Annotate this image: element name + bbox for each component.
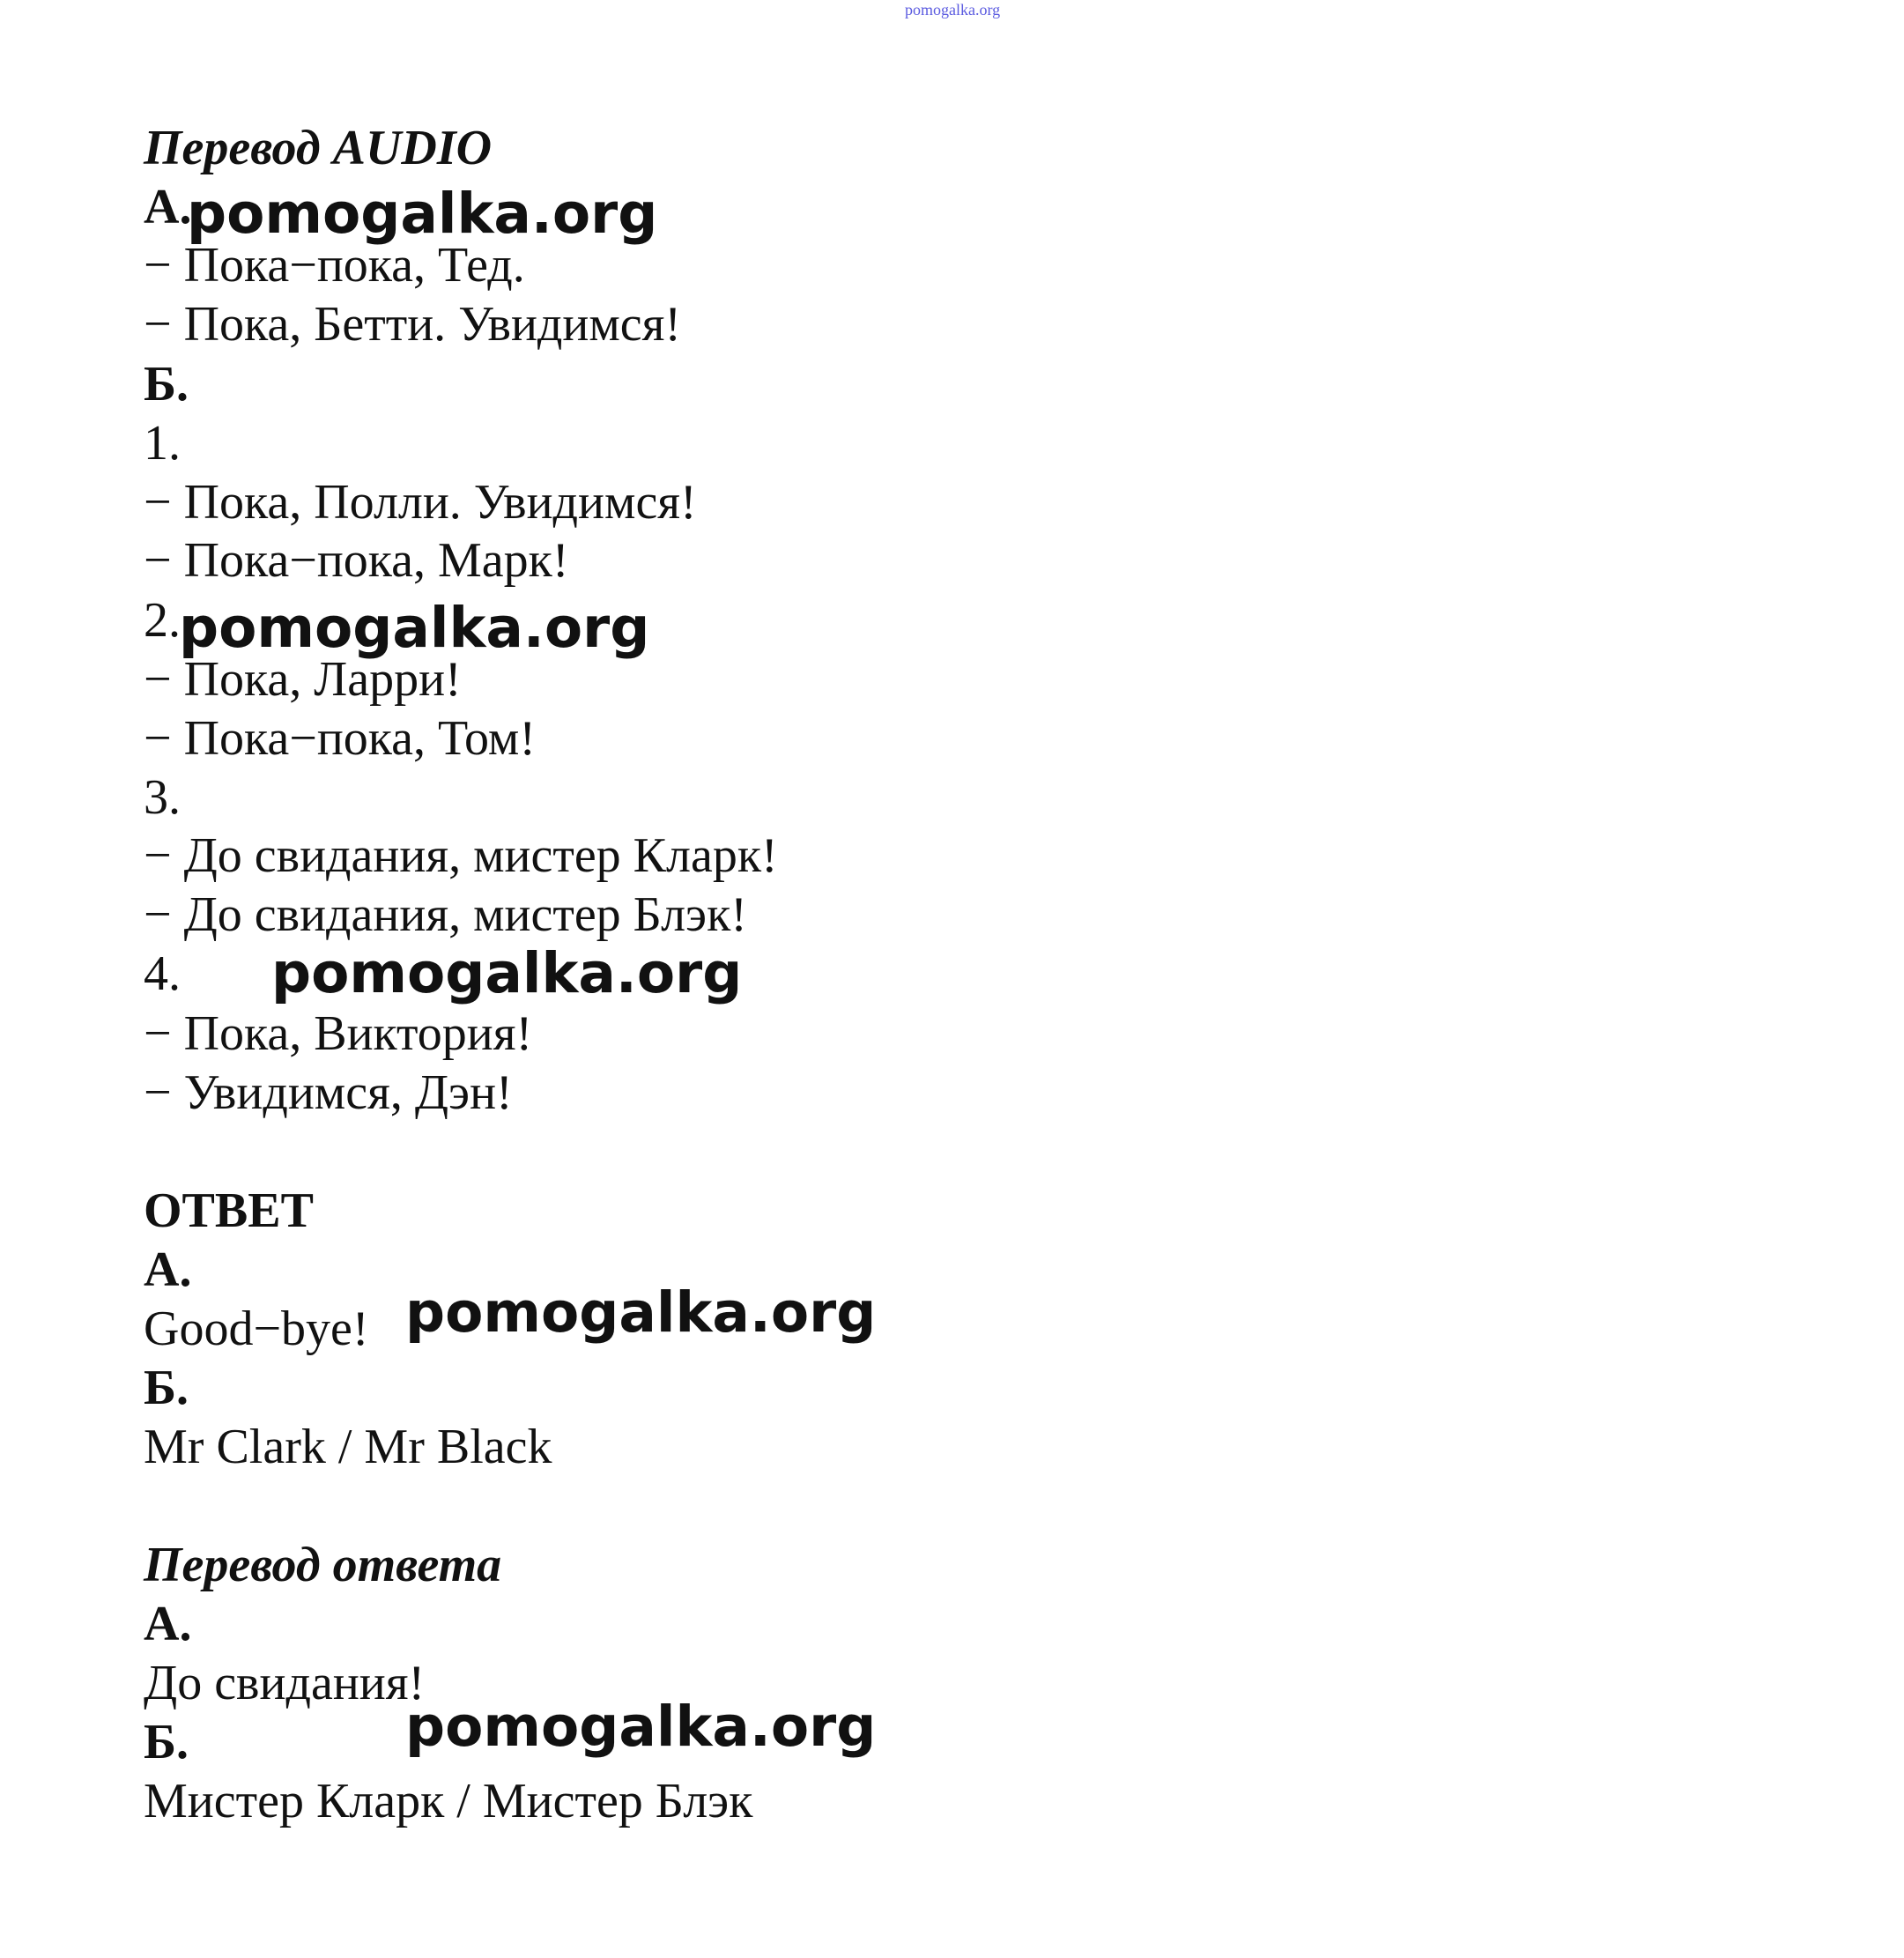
answer-translation-section-a-label: А. [144, 1597, 192, 1651]
dialog-line: − Увидимся, Дэн! [144, 1065, 513, 1120]
answer-translation-title: Перевод ответа [144, 1538, 502, 1592]
watermark-logo: pomogalka.org [405, 1280, 877, 1345]
dialog-line: − До свидания, мистер Кларк! [144, 828, 778, 883]
audio-translation-title: Перевод AUDIO [144, 121, 493, 175]
dialog-line: − Пока, Ларри! [144, 652, 462, 707]
dialog-line: − Пока−пока, Марк! [144, 533, 569, 588]
dialog-number: 4. [144, 946, 181, 1001]
answer-section-a-label: А. [144, 1242, 192, 1297]
dialog-line: − Пока, Виктория! [144, 1006, 533, 1061]
answer-translation-section-b-text: Мистер Кларк / Мистер Блэк [144, 1774, 753, 1828]
dialog-number: 2. [144, 593, 181, 648]
answer-translation-section-a-text: До свидания! [144, 1656, 426, 1710]
dialog-line: − Пока, Полли. Увидимся! [144, 475, 697, 530]
watermark-logo: pomogalka.org [179, 596, 650, 660]
answer-title: ОТВЕТ [144, 1183, 314, 1238]
answer-section-a-text: Good−bye! [144, 1302, 369, 1356]
watermark-logo: pomogalka.org [187, 182, 658, 246]
dialog-line: − До свидания, мистер Блэк! [144, 887, 747, 942]
audio-section-a-line: − Пока, Бетти. Увидимся! [144, 297, 682, 352]
answer-section-b-label: Б. [144, 1361, 189, 1415]
watermark-logo: pomogalka.org [271, 941, 743, 1005]
answer-section-b-text: Mr Clark / Mr Black [144, 1420, 552, 1474]
watermark-logo: pomogalka.org [405, 1695, 877, 1759]
audio-section-b-label: Б. [144, 357, 189, 412]
dialog-line: − Пока−пока, Том! [144, 711, 537, 766]
header-site-link[interactable]: pomogalka.org [905, 1, 1001, 19]
answer-translation-section-b-label: Б. [144, 1715, 189, 1769]
audio-section-a-label: А. [144, 180, 192, 234]
dialog-number: 3. [144, 770, 181, 825]
dialog-number: 1. [144, 416, 181, 471]
audio-section-a-line: − Пока−пока, Тед. [144, 238, 525, 293]
